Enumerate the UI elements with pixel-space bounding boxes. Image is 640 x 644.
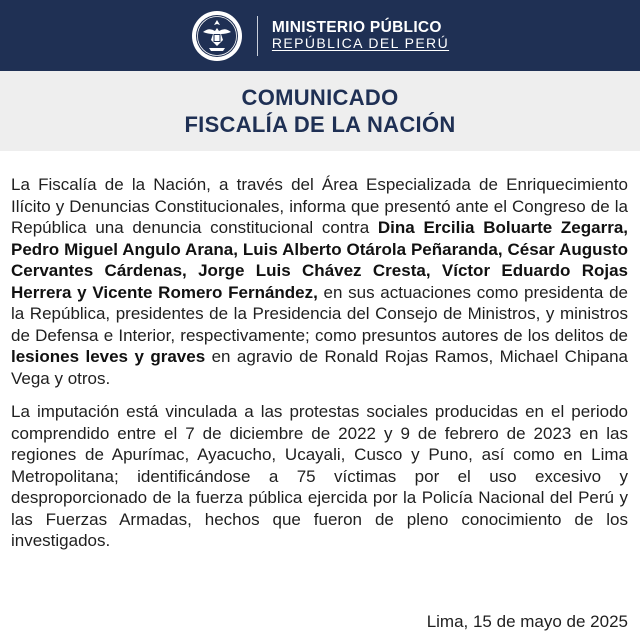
brand-divider: [257, 16, 258, 56]
paragraph-1-intro: La Fiscalía de la Nación, a través del Área Especializada de Enriquecimiento Ilícito y Denuncias Constitucionales, informa que presentó ante el Congreso de la República una denuncia constitucional contra: [11, 175, 628, 237]
header-banner: [0, 0, 640, 71]
paragraph-1: [11, 174, 628, 389]
org-subtitle: REPÚBLICA DEL PERÚ: [271, 35, 450, 52]
title-bar: [0, 71, 640, 151]
brand-logo: [191, 10, 449, 62]
accused-names: Dina Ercilia Boluarte Zegarra, Pedro Miguel Angulo Arana, Luis Alberto Otárola Peñaranda, César Augusto Cervantes Cárdenas, Jorge Luis Chávez Cresta, Víctor Eduardo Rojas Herrera y Vicente Romero Fernández,: [11, 218, 628, 302]
date-line: Lima, 15 de mayo de 2025: [426, 612, 628, 631]
statement-body: [0, 151, 640, 552]
crimes: lesiones leves y graves: [11, 347, 206, 366]
paragraph-2: La imputación está vinculada a las protestas sociales producidas en el periodo comprendido entre el 7 de diciembre de 2022 y 9 de febrero de 2023 en las regiones de Apurímac, Ayacucho, Ucayali, Cusco y Puno, así como en Lima Metropolitana; identificándose a 75 víctimas por el uso excesivo y desproporcionado de la fuerza pública ejercida por la Policía Nacional del Perú y las Fuerzas Armadas, hechos que fueron de pleno conocimiento de los investigados.: [11, 402, 628, 550]
coat-of-arms-seal-icon: [191, 10, 243, 62]
org-name: MINISTERIO PÚBLICO: [271, 19, 442, 37]
title-comunicado: COMUNICADO: [241, 85, 399, 110]
title-fiscalia: FISCALÍA DE LA NACIÓN: [184, 112, 456, 137]
paragraph-1-end: en agravio de Ronald Rojas Ramos, Michael Chipana Vega y otros.: [11, 347, 628, 388]
brand-text: [272, 19, 449, 51]
paragraph-1-middle: en sus actuaciones como presidenta de la República, presidentes de la Presidencia del Consejo de Ministros, y ministros de Defensa e Interior, respectivamente; como presuntos autores de los delitos de: [11, 282, 628, 345]
